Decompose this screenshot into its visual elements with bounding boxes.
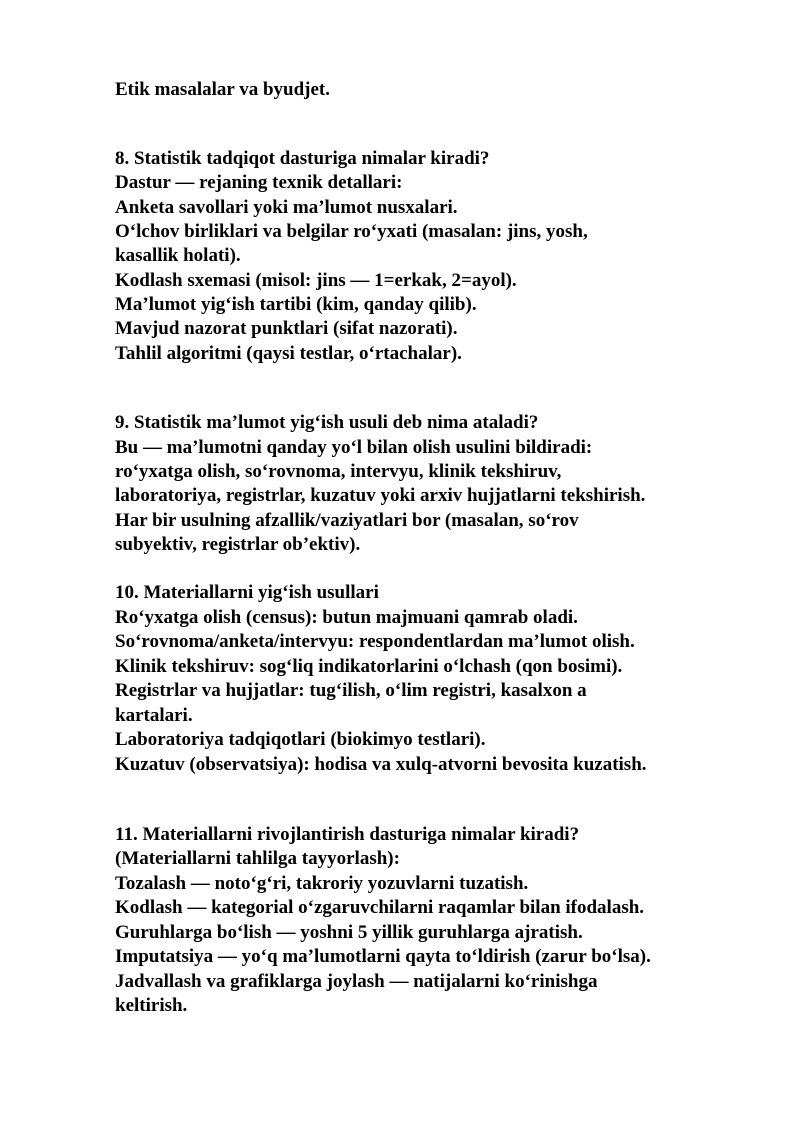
q11-line: Kodlash — kategorial o‘zgaruvchilarni raqamlar bilan ifodalash. (115, 897, 645, 918)
q10-line: Ro‘yxatga olish (census): butun majmuani qamrab oladi. (115, 607, 578, 628)
q11-line: Guruhlarga bo‘lish — yoshni 5 yillik guruhlarga ajratish. (115, 922, 583, 943)
q8-heading: 8. Statistik tadqiqot dasturiga nimalar kiradi? (115, 148, 490, 169)
q11-line: Tozalash — noto‘g‘ri, takroriy yozuvlarni tuzatish. (115, 873, 529, 894)
q10-line: kartalari. (115, 705, 193, 726)
q11-heading: 11. Materiallarni rivojlantirish dasturiga nimalar kiradi? (115, 824, 580, 845)
q10-line: Registrlar va hujjatlar: tug‘ilish, o‘lim registri, kasalxon a (115, 680, 587, 701)
q9-line: ro‘yxatga olish, so‘rovnoma, intervyu, klinik tekshiruv, (115, 461, 562, 482)
q8-line: Ma’lumot yig‘ish tartibi (kim, qanday qilib). (115, 294, 477, 315)
q9-line: laboratoriya, registrlar, kuzatuv yoki arxiv hujjatlarni tekshirish. (115, 485, 646, 506)
q10-line: Laboratoriya tadqiqotlari (biokimyo testlari). (115, 729, 486, 750)
intro-line: Etik masalalar va byudjet. (115, 79, 331, 100)
q8-line: Mavjud nazorat punktlari (sifat nazorati). (115, 318, 458, 339)
q10-heading: 10. Materiallarni yig‘ish usullari (115, 582, 379, 603)
q8-line: Anketa savollari yoki ma’lumot nusxalari. (115, 197, 458, 218)
q10-line: So‘rovnoma/anketa/intervyu: respondentlardan ma’lumot olish. (115, 631, 635, 652)
q10-line: Kuzatuv (observatsiya): hodisa va xulq-atvorni bevosita kuzatish. (115, 754, 647, 775)
q9-line: Bu — ma’lumotni qanday yo‘l bilan olish usulini bildiradi: (115, 437, 593, 458)
q11-line: Imputatsiya — yo‘q ma’lumotlarni qayta to‘ldirish (zarur bo‘lsa). (115, 946, 651, 967)
q8-line: Dastur — rejaning texnik detallari: (115, 172, 403, 193)
q11-line: (Materiallarni tahlilga tayyorlash): (115, 848, 400, 869)
q11-line: Jadvallash va grafiklarga joylash — natijalarni ko‘rinishga (115, 971, 598, 992)
q8-line: O‘lchov birliklari va belgilar ro‘yxati (masalan: jins, yosh, (115, 221, 588, 242)
q8-line: Kodlash sxemasi (misol: jins — 1=erkak, 2=ayol). (115, 270, 517, 291)
q11-line: keltirish. (115, 995, 188, 1016)
q8-line: kasallik holati). (115, 245, 241, 266)
q9-heading: 9. Statistik ma’lumot yig‘ish usuli deb nima ataladi? (115, 412, 539, 433)
q10-line: Klinik tekshiruv: sog‘liq indikatorlarini o‘lchash (qon bosimi). (115, 656, 623, 677)
q9-line: subyektiv, registrlar ob’ektiv). (115, 534, 361, 555)
q9-line: Har bir usulning afzallik/vaziyatlari bor (masalan, so‘rov (115, 510, 579, 531)
q8-line: Tahlil algoritmi (qaysi testlar, o‘rtachalar). (115, 343, 462, 364)
